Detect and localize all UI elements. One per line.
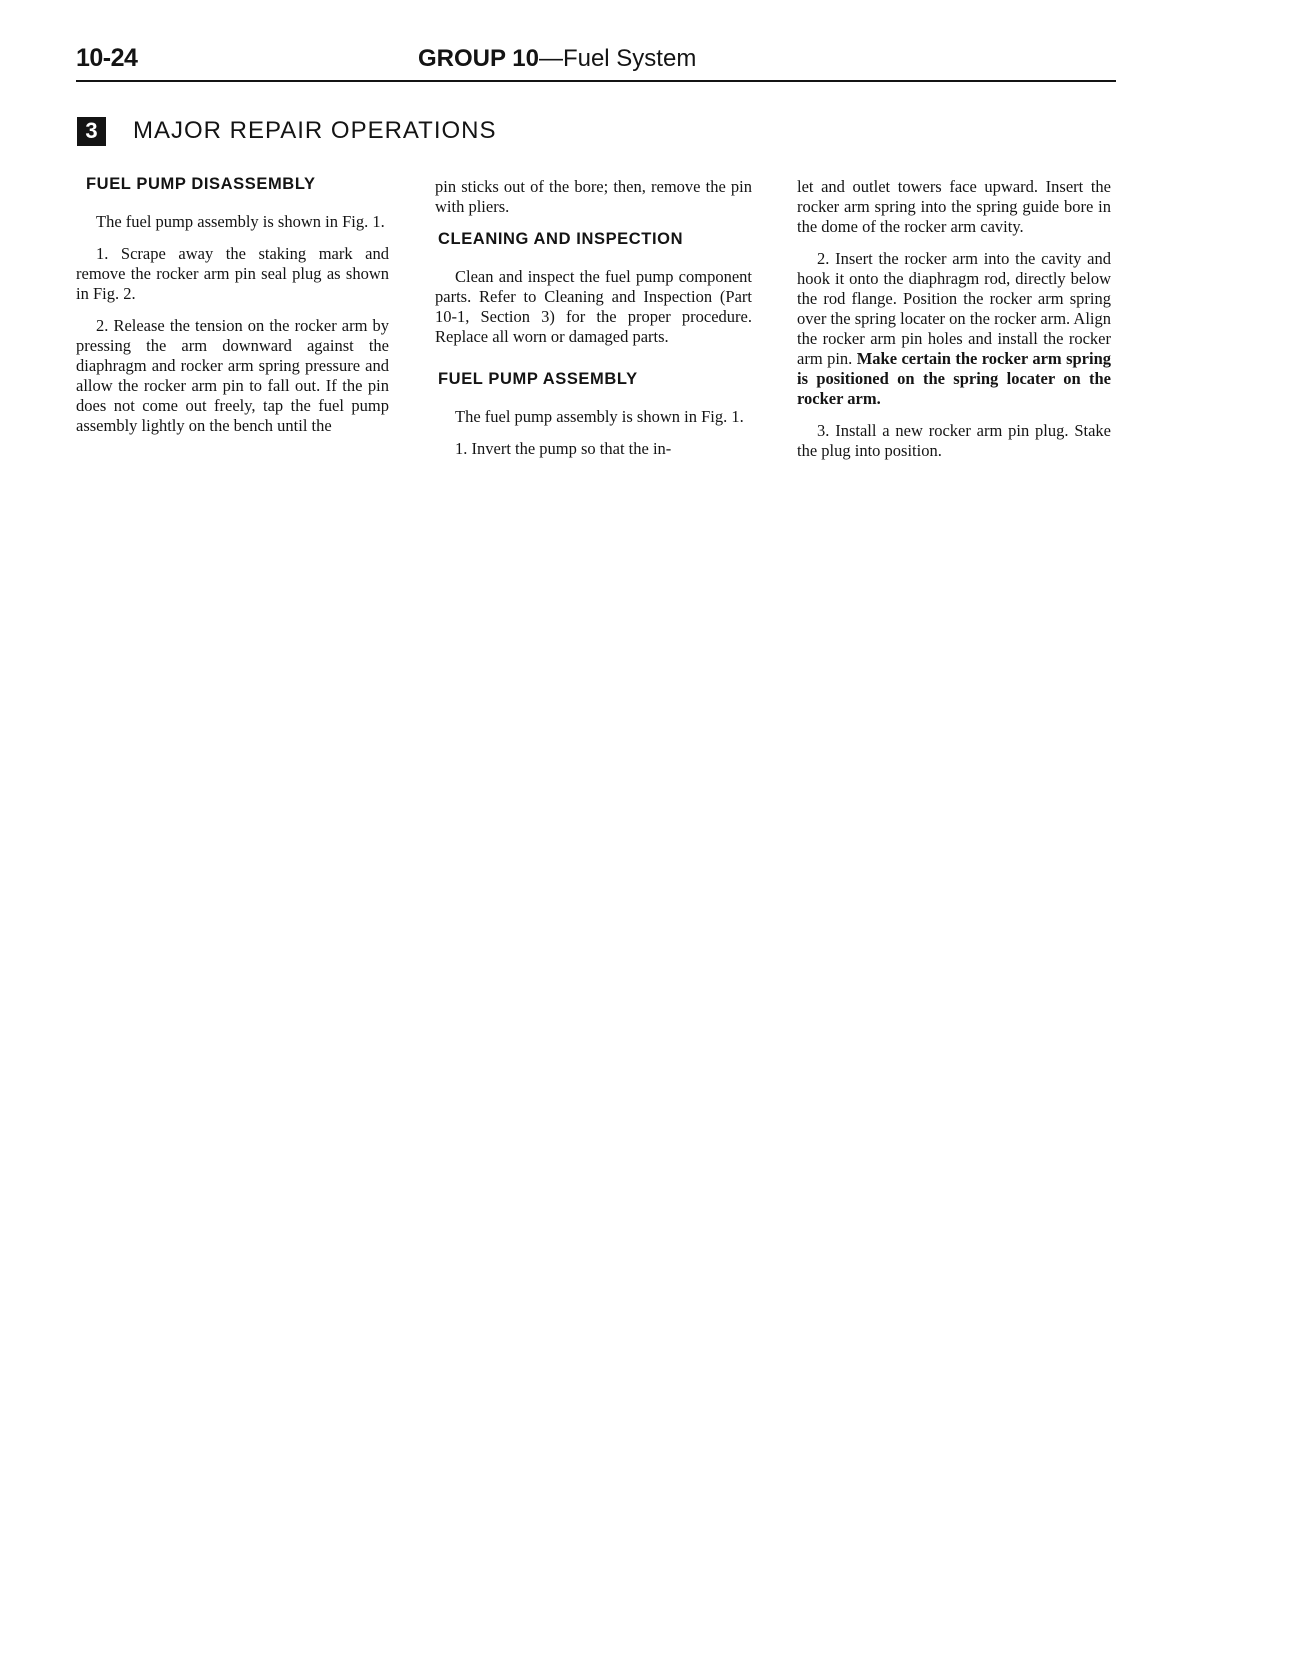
disassembly-intro: The fuel pump assembly is shown in Fig. 1. [96, 212, 385, 231]
running-title [418, 45, 696, 73]
section-number-badge: 3 [77, 117, 106, 146]
column-3 [797, 177, 1111, 473]
column-1 [76, 174, 389, 448]
assembly-step-2 [797, 249, 1111, 409]
assembly-step-2-caution: Make certain the rocker arm spring is positioned on the spring locater on the rocker arm. [797, 349, 1111, 408]
assembly-step-3: 3. Install a new rocker arm pin plug. Stake the plug into position. [797, 421, 1111, 460]
assembly-step-2-text: 2. Insert the rocker arm into the cavity and hook it onto the diaphragm rod, directly below the rod flange. Position the rocker arm spring over the spring locater on the rocker arm. Align the rocker arm pin holes and install the rocker arm pin. [797, 249, 1111, 368]
heading-fuel-pump-disassembly: FUEL PUMP DISASSEMBLY [86, 175, 316, 193]
page-header [76, 44, 1116, 84]
page-number: 10-24 [76, 44, 138, 72]
heading-cleaning-and-inspection: CLEANING AND INSPECTION [438, 230, 684, 248]
assembly-step-1-continued: let and outlet towers face upward. Insert the rocker arm spring into the spring guide bore in the dome of the rocker arm cavity. [797, 177, 1111, 236]
disassembly-step-2-continued: pin sticks out of the bore; then, remove the pin with pliers. [435, 177, 752, 216]
section-title: MAJOR REPAIR OPERATIONS [133, 117, 497, 144]
column-2 [435, 177, 752, 471]
cleaning-text: Clean and inspect the fuel pump component parts. Refer to Cleaning and Inspection (Part 10-1, Section 3) for the proper procedure. Replace all worn or damaged parts. [435, 267, 752, 346]
header-rule [76, 80, 1116, 82]
group-title: —Fuel System [538, 45, 697, 72]
heading-fuel-pump-assembly: FUEL PUMP ASSEMBLY [438, 370, 638, 388]
assembly-step-1-start: 1. Invert the pump so that the in- [455, 439, 672, 458]
disassembly-step-1: 1. Scrape away the staking mark and remove the rocker arm pin seal plug as shown in Fig. 2. [76, 244, 389, 303]
assembly-intro: The fuel pump assembly is shown in Fig. 1. [455, 407, 744, 426]
disassembly-step-2: 2. Release the tension on the rocker arm by pressing the arm downward against the diaphragm and rocker arm spring pressure and allow the rocker arm pin to fall out. If the pin does not come out freely, tap the fuel pump assembly lightly on the bench until the [76, 316, 389, 435]
group-label: GROUP 10 [418, 45, 539, 72]
section-heading [77, 116, 497, 146]
